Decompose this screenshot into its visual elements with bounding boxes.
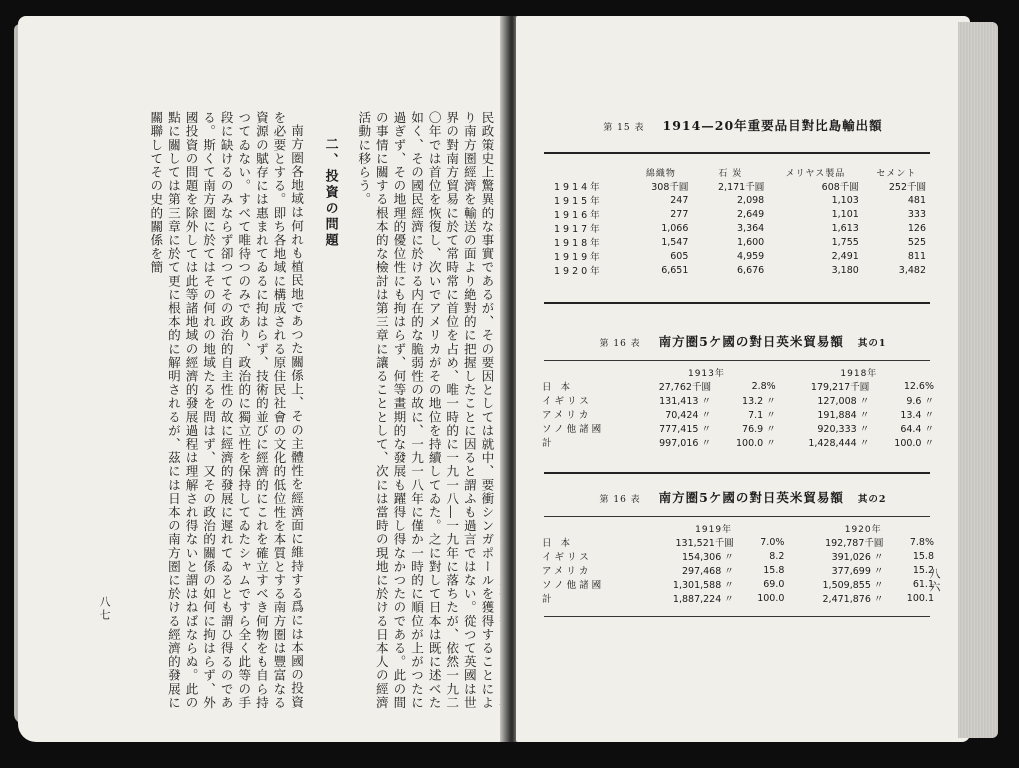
- table-cell: 1915年: [554, 196, 603, 207]
- table-cell: 1,755: [831, 236, 859, 248]
- table16a-part: 其の1: [857, 338, 887, 349]
- table-cell: 333: [907, 208, 926, 220]
- table15-header-cell: セメント: [876, 169, 917, 179]
- table-cell: 1,428,444 〃: [808, 438, 870, 449]
- table16b-year-label: 1919年: [695, 525, 733, 535]
- table16b-number: 第 16 表: [599, 495, 641, 505]
- table-cell: 70,424 〃: [665, 410, 711, 421]
- table-cell: 1,509,855 〃: [822, 580, 884, 591]
- table-cell: 27,762千圓: [658, 382, 711, 393]
- table15-header-cell: [550, 166, 629, 179]
- table-row: [538, 407, 938, 421]
- table-cell: 1914年: [554, 182, 603, 193]
- table-cell: 計: [542, 438, 555, 449]
- table-cell: 391,026 〃: [831, 552, 884, 563]
- table-cell: 1,613: [831, 222, 859, 234]
- table-cell: 920,333 〃: [817, 424, 870, 435]
- table-cell: 247: [670, 194, 689, 206]
- table-cell: アメリカ: [542, 566, 592, 577]
- table-row: [550, 221, 930, 235]
- table-cell: 277: [670, 208, 689, 220]
- table-cell: 191,884 〃: [817, 410, 870, 421]
- table-cell: 179,217千圓: [810, 382, 870, 393]
- table-cell: 1918年: [554, 238, 603, 249]
- table16a-title: 南方圏5ケ國の對日英米貿易額: [658, 334, 844, 349]
- table-cell: 608千圓: [821, 182, 859, 193]
- table-cell: 297,468 〃: [681, 566, 734, 577]
- table-cell: 2.8%: [751, 380, 776, 392]
- table-cell: 2,098: [737, 194, 765, 206]
- table-cell: 131,413 〃: [659, 396, 711, 407]
- table-cell: 3,180: [831, 264, 859, 276]
- table-cell: 154,306 〃: [681, 552, 734, 563]
- table-cell: 308千圓: [651, 182, 689, 193]
- table-cell: 61.1: [912, 578, 934, 590]
- table-cell: 15.2: [912, 564, 934, 576]
- table-cell: 1,600: [737, 236, 765, 248]
- table16b-year-row: [538, 522, 938, 535]
- table-cell: 9.6 〃: [906, 396, 934, 407]
- table-cell: 525: [907, 236, 926, 248]
- table-cell: イギリス: [542, 396, 592, 407]
- table-cell: 15.8: [912, 550, 934, 562]
- table-row: [538, 591, 938, 605]
- table-cell: 7.8%: [909, 536, 934, 548]
- table-cell: 192,787千圓: [825, 538, 884, 549]
- table15-title: 1914—20年重要品目對比島輸出額: [662, 118, 883, 133]
- table16a-title-row: [516, 332, 970, 350]
- table-row: [538, 379, 938, 393]
- table-row: [538, 435, 938, 449]
- left-page-text: [73, 111, 513, 721]
- table-cell: 481: [907, 194, 926, 206]
- table-cell: 2,471,876 〃: [822, 594, 884, 605]
- table16b-year-blank: [538, 522, 639, 535]
- table-cell: 1,301,588 〃: [672, 580, 734, 591]
- table16b-title-row: [516, 488, 970, 506]
- paragraph-1: 民政策史上驚異的な事實であるが、その要因としては就中、要衝シンガポールを獲得することにより南方圏經濟を輸送の面より絶對的に把握したことに因ると謂ふも過言ではない。從つて英國は世界の對南方貿易に於て常時常に首位を占め、唯一時的に一九一八―一九年に落ちたが、依然一九二〇年では首位を恢復し、次いでアメリカがその地位を持續してゐた。之に對して日本は既に述べた如く、その國民經濟に於ける内在的な脆弱性の故に、一九一八年に僅か一時的に順位が上がつたに過ぎず、その地理的優位性にも拘はらず、何等畫期的な發展も躍得し得なかつたのである。此の間の事情に關する根本的な檢討は第三章に讓ることとして、次には當時の現地に於ける日本人の經濟活動に移らう。: [356, 111, 495, 710]
- table-cell: 1,101: [831, 208, 859, 220]
- table-cell: 64.4 〃: [900, 424, 934, 435]
- table16a-year-row: [538, 366, 938, 379]
- table15-title-row: [516, 116, 970, 134]
- table-cell: 2,649: [737, 208, 765, 220]
- table-row: [538, 393, 938, 407]
- table-cell: 777,415 〃: [659, 424, 711, 435]
- table-row: [538, 549, 938, 563]
- table-row: [550, 249, 930, 263]
- table16b: [538, 522, 938, 605]
- table-cell: ソノ他諸國: [542, 580, 605, 591]
- table15-bottom-rule: [544, 302, 930, 304]
- book-right-edge: [958, 22, 998, 738]
- table16a-number: 第 16 表: [599, 339, 641, 349]
- table-cell: 計: [542, 594, 555, 605]
- table-cell: 15.8: [763, 564, 785, 576]
- table-cell: アメリカ: [542, 410, 592, 421]
- right-page: [516, 16, 970, 742]
- table-cell: 76.9 〃: [742, 424, 776, 435]
- table-cell: 3,364: [737, 222, 765, 234]
- paragraph-2: 南方圏各地域は何れも植民地であつた關係上、その主體性を經濟面に維持する爲には本國の投資を必要とする。即ち各地域に構成される原住民社會の文化的低位性を本質とする南方圏は豐富なる資源の賦存には惠まれてゐるに拘はらず、技術的並びに經濟的にこれを確立すべき何物をも自ら持つてゐない。すべて唯待つのみであり、政治的に獨立性を保持してゐたシャムですら全く此等の手段に缺けるのみならず卻つてその政治的自主性の故に經濟的發展に遲れてゐるとも謂ひ得るのである。斯くて南方圏に於てはその何れの地域たるを問はず、又その政治的關係の如何に拘はらず、外國投資の問題を除外しては此等諸地域の經濟的發展過程は理解され得ないと謂はねばならぬ。此の點に關しては第三章に於て更に根本的に解明されるが、茲には日本の南方圏に於ける經濟的發展に關聯してその史的關係を簡: [148, 111, 305, 710]
- table16a-year-label: 1918年: [840, 369, 878, 379]
- table-cell: 2,491: [831, 250, 859, 262]
- table-row: [550, 193, 930, 207]
- table-cell: 1920年: [554, 266, 603, 277]
- table-cell: 1,547: [661, 236, 689, 248]
- table-cell: 811: [907, 250, 926, 262]
- table-cell: 126: [907, 222, 926, 234]
- table15-number: 第 15 表: [603, 123, 645, 133]
- table-cell: 12.6%: [903, 380, 934, 392]
- table-cell: 100.1: [906, 592, 934, 604]
- table-cell: 100.0: [757, 592, 785, 604]
- table-cell: 1919年: [554, 252, 603, 263]
- table-row: [550, 263, 930, 277]
- table-cell: 7.0%: [760, 536, 785, 548]
- table-cell: 1916年: [554, 210, 603, 221]
- table-cell: 131,521千圓: [675, 538, 734, 549]
- table16a-year-label: 1913年: [687, 369, 725, 379]
- table15-header-row: [550, 166, 930, 179]
- table16a-bottom-rule: [544, 472, 930, 474]
- table16b-bottom-rule: [544, 616, 930, 617]
- table16a-year-blank: [538, 366, 633, 379]
- left-page: [18, 16, 506, 742]
- table-row: [550, 207, 930, 221]
- table-cell: 13.4 〃: [900, 410, 934, 421]
- table-cell: 69.0: [763, 578, 785, 590]
- table-cell: 377,699 〃: [831, 566, 884, 577]
- right-page-number: 八六: [928, 568, 941, 594]
- table16b-title: 南方圏5ケ國の對日英米貿易額: [658, 490, 844, 505]
- table15-header-cell: 石 炭: [718, 169, 743, 179]
- table-row: [550, 179, 930, 193]
- table-cell: 1,103: [831, 194, 859, 206]
- table15-top-rule: [544, 152, 930, 154]
- table-row: [550, 235, 930, 249]
- table-row: [538, 535, 938, 549]
- table-cell: イギリス: [542, 552, 592, 563]
- table-row: [538, 421, 938, 435]
- table-cell: 4,959: [737, 250, 765, 262]
- table-cell: 6,651: [661, 264, 689, 276]
- table15: [550, 166, 930, 277]
- table16b-year-label: 1920年: [844, 525, 882, 535]
- table-cell: 100.0 〃: [736, 438, 776, 449]
- table15-header-cell: メリヤス製品: [785, 169, 846, 179]
- table-cell: 日 本: [542, 538, 574, 549]
- table-cell: 2,171千圓: [718, 182, 765, 193]
- table-cell: 100.0 〃: [894, 438, 934, 449]
- table-cell: 605: [670, 250, 689, 262]
- section-heading: 二、投資の問題: [322, 137, 338, 249]
- table-cell: 997,016 〃: [659, 438, 711, 449]
- table-cell: 1,887,224 〃: [672, 594, 734, 605]
- table-cell: 6,676: [737, 264, 765, 276]
- table-cell: 252千圓: [888, 182, 926, 193]
- table16b-part: 其の2: [857, 494, 887, 505]
- table-cell: 1917年: [554, 224, 603, 235]
- table16b-top-rule: [544, 516, 930, 517]
- table16a: [538, 366, 938, 449]
- table-row: [538, 577, 938, 591]
- table-cell: 7.1 〃: [748, 410, 776, 421]
- table-row: [538, 563, 938, 577]
- table-cell: 13.2 〃: [742, 396, 776, 407]
- table15-header-cell: 綿織物: [645, 169, 676, 179]
- table-cell: ソノ他諸國: [542, 424, 605, 435]
- table-cell: 8.2: [769, 550, 785, 562]
- table-cell: 3,482: [898, 264, 926, 276]
- table-cell: 127,008 〃: [817, 396, 870, 407]
- table16a-top-rule: [544, 360, 930, 361]
- table-cell: 日 本: [542, 382, 574, 393]
- table-cell: 1,066: [661, 222, 689, 234]
- left-page-number: 八七: [98, 596, 111, 622]
